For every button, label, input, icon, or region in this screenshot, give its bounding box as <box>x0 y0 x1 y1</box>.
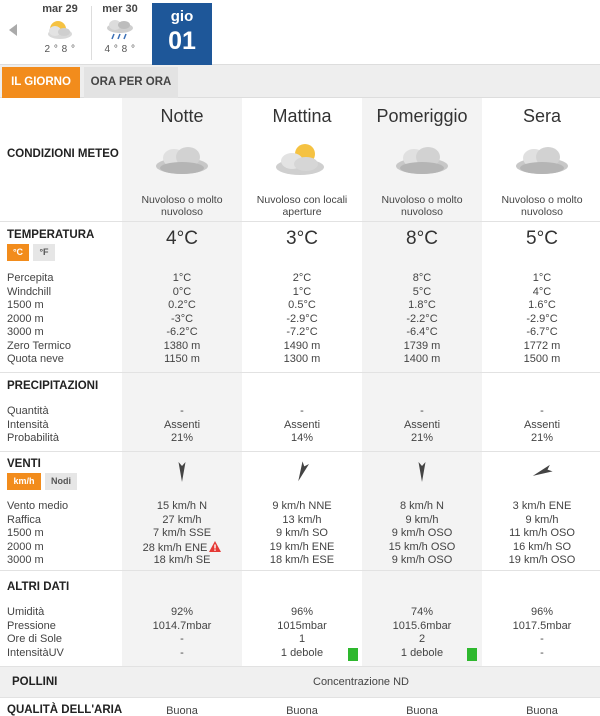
wind-row-label: Vento medio <box>7 500 69 512</box>
tab-ora-per-ora[interactable]: ORA PER ORA <box>84 67 178 98</box>
temperature-row-label: Windchill <box>7 285 52 298</box>
wind-row-value: 8 km/h N <box>399 500 444 512</box>
day-temps: 2 ° 8 ° <box>44 44 76 55</box>
wind-row-value: 15 km/h N <box>156 500 208 512</box>
temperature-row-value: 1380 m <box>163 339 201 352</box>
other-data-row-value: 1 debole <box>400 646 444 659</box>
condition-description <box>242 194 362 218</box>
temperature-row-label: Zero Termico <box>7 339 71 352</box>
desc-line: Nuvoloso con locali <box>256 194 348 206</box>
cloudy-icon <box>392 140 452 180</box>
unit-celsius-button[interactable]: °C <box>7 244 29 261</box>
uv-indicator <box>467 648 477 661</box>
temperature-row-value: 8°C <box>412 272 432 284</box>
temperature-row-value: 1150 m <box>164 353 200 365</box>
air-quality-value: Buona <box>166 705 198 716</box>
air-quality-value: Buona <box>286 705 318 716</box>
other-data-row-value: - <box>540 633 544 645</box>
desc-line: Nuvoloso o molto <box>141 194 223 206</box>
cloudy-icon <box>152 140 212 180</box>
pollen-value: Concentrazione ND <box>313 676 409 688</box>
prev-day-arrow-icon[interactable] <box>9 24 17 36</box>
other-data-row-value: - <box>540 646 544 659</box>
desc-line: aperture <box>282 206 322 218</box>
precipitation-row-value: Assenti <box>163 418 201 431</box>
temperature-row-value: 0°C <box>172 285 192 298</box>
other-data-row-value: 96% <box>530 606 554 618</box>
wind-arrow-ene-icon <box>530 460 554 484</box>
wind-arrow-n-icon <box>170 460 194 484</box>
desc-line: nuvoloso <box>400 206 444 218</box>
condition-description <box>122 194 242 218</box>
section-title-temperature: TEMPERATURA <box>7 229 95 241</box>
period-temperature: 3°C <box>286 228 318 249</box>
wind-row-label: Raffica <box>7 513 42 526</box>
precipitation-row-value: 21% <box>170 432 194 444</box>
wind-row-value: 9 km/h <box>525 513 559 526</box>
temperature-row-label: 2000 m <box>7 312 44 325</box>
period-name: Sera <box>522 106 562 126</box>
precipitation-row-value: 14% <box>290 432 314 444</box>
condition-description <box>362 194 482 218</box>
other-data-row-label: Ore di Sole <box>7 633 63 645</box>
temperature-row-label: 1500 m <box>7 299 44 311</box>
desc-line: Nuvoloso o molto <box>501 194 583 206</box>
pollen-row <box>0 667 600 697</box>
temperature-row-label: 3000 m <box>7 326 44 338</box>
air-quality-value: Buona <box>526 705 558 716</box>
air-quality-value: Buona <box>406 705 438 716</box>
precipitation-row-value: - <box>420 405 424 417</box>
temperature-row-value: 1772 m <box>523 339 561 352</box>
temperature-row-value: -7.2°C <box>286 326 318 338</box>
temperature-row-value: 1500 m <box>523 353 561 365</box>
temperature-row-value: 1°C <box>532 272 552 284</box>
row-divider <box>0 570 600 571</box>
wind-row-value: 3 km/h ENE <box>512 500 572 512</box>
temperature-row-value: -6.4°C <box>406 326 438 338</box>
other-data-row-value: 2 <box>418 633 426 645</box>
row-divider <box>0 451 600 452</box>
other-data-row-value: 1014.7mbar <box>152 619 212 632</box>
wind-arrow-nne-icon <box>290 460 314 484</box>
desc-line: nuvoloso <box>520 206 564 218</box>
other-data-row-label: IntensitàUV <box>7 646 64 659</box>
unit-knots-button[interactable]: Nodi <box>45 473 77 490</box>
temperature-row-value: -2.2°C <box>406 312 438 325</box>
temperature-row-label: Quota neve <box>7 353 64 365</box>
day-temps: 4 ° 8 ° <box>104 44 136 55</box>
temperature-row-value: 1.8°C <box>408 299 436 311</box>
precipitation-row-value: 21% <box>530 432 554 444</box>
temperature-row-value: 1°C <box>172 272 192 284</box>
date-strip <box>0 0 600 65</box>
temperature-row-value: -2.9°C <box>526 312 558 325</box>
precipitation-row-value: - <box>540 405 544 417</box>
other-data-row-label: Umidità <box>7 606 45 618</box>
unit-fahrenheit-button[interactable]: °F <box>33 244 55 261</box>
temperature-row-value: 2°C <box>292 272 312 284</box>
period-temperature: 5°C <box>526 228 558 249</box>
desc-line: Nuvoloso o molto <box>381 194 463 206</box>
wind-row-value: 9 km/h OSO <box>391 527 453 539</box>
day-tab-mar-29[interactable] <box>31 0 89 65</box>
wind-row-value: 9 km/h NNE <box>272 500 332 512</box>
wind-row-label: 3000 m <box>7 554 44 566</box>
section-title-pollen: POLLINI <box>12 676 58 688</box>
other-data-row-value: 1015mbar <box>277 619 327 632</box>
wind-row-value: 11 km/h OSO <box>509 527 575 539</box>
other-data-row-value: 1 debole <box>280 646 324 659</box>
warning-icon <box>209 541 221 552</box>
other-data-row-value: 74% <box>410 606 434 618</box>
temperature-row-value: -6.2°C <box>166 326 198 338</box>
row-divider <box>0 697 600 698</box>
day-tab-mer-30[interactable] <box>91 0 149 65</box>
temperature-row-value: 1300 m <box>283 353 321 365</box>
column-shade <box>362 98 482 667</box>
active-day-number: 01 <box>168 27 196 55</box>
day-name: mer 30 <box>102 3 138 15</box>
tab-il-giorno[interactable]: IL GIORNO <box>2 67 80 98</box>
wind-row-value: 18 km/h ESE <box>269 554 335 566</box>
day-tab-active[interactable] <box>152 3 212 65</box>
temperature-row-value: 4°C <box>532 285 552 298</box>
precipitation-row-label: Probabilità <box>7 432 59 444</box>
view-tabs <box>0 65 600 98</box>
wind-row-value: 9 km/h <box>405 513 439 526</box>
precipitation-row-label: Quantità <box>7 405 49 417</box>
section-title-precipitation: PRECIPITAZIONI <box>7 380 99 392</box>
temperature-row-value: 0.5°C <box>288 299 316 311</box>
wind-row-value: 27 km/h <box>162 513 202 526</box>
day-name: mar 29 <box>42 3 78 15</box>
other-data-row-value: 96% <box>290 606 314 618</box>
cloudy-icon <box>512 140 572 180</box>
other-data-row-value: 1017.5mbar <box>512 619 572 632</box>
row-divider <box>0 221 600 222</box>
other-data-row-value: - <box>180 633 184 645</box>
temperature-row-value: 1490 m <box>283 339 321 352</box>
precipitation-row-value: Assenti <box>523 418 561 431</box>
temperature-row-value: 1.6°C <box>528 299 556 311</box>
wind-row-value: 19 km/h OSO <box>508 554 576 566</box>
period-name: Notte <box>160 106 204 126</box>
precipitation-row-value: - <box>300 405 304 417</box>
temperature-row-value: 1°C <box>292 285 312 298</box>
wind-row-value: 9 km/h OSO <box>391 554 453 566</box>
wind-row-value: 18 km/h SE <box>153 554 211 566</box>
sun-cloud-icon <box>272 140 332 180</box>
uv-indicator <box>348 648 358 661</box>
wind-row-value: 15 km/h OSO <box>388 540 456 553</box>
wind-row-value: 7 km/h SSE <box>152 527 212 539</box>
desc-line: nuvoloso <box>160 206 204 218</box>
other-data-row-value: 92% <box>170 606 194 618</box>
column-shade <box>122 98 242 667</box>
other-data-row-value: 1015.6mbar <box>392 619 452 632</box>
section-title-other: ALTRI DATI <box>7 581 70 593</box>
other-data-row-value: 1 <box>298 633 306 645</box>
precipitation-row-label: Intensità <box>7 418 49 431</box>
precipitation-row-value: Assenti <box>403 418 441 431</box>
precipitation-row-value: Assenti <box>283 418 321 431</box>
section-title-conditions: CONDIZIONI METEO <box>7 148 119 160</box>
section-title-wind: VENTI <box>7 458 41 470</box>
precipitation-row-value: - <box>180 405 184 417</box>
period-temperature: 4°C <box>166 228 198 249</box>
wind-row-value: 16 km/h SO <box>512 540 572 553</box>
temperature-row-value: -3°C <box>170 312 194 325</box>
other-data-row-value: - <box>180 646 184 659</box>
temperature-row-value: -6.7°C <box>526 326 558 338</box>
unit-kmh-button[interactable]: km/h <box>7 473 41 490</box>
wind-row-label: 2000 m <box>7 540 44 553</box>
temperature-row-value: -2.9°C <box>286 312 318 325</box>
period-temperature: 8°C <box>406 228 438 249</box>
section-title-air: QUALITÀ DELL'ARIA <box>7 704 123 716</box>
wind-row-value: 28 km/h ENE <box>122 541 242 554</box>
temperature-row-value: 1739 m <box>403 339 441 352</box>
active-day-name: gio <box>170 8 194 25</box>
wind-row-value: 13 km/h <box>282 513 322 526</box>
other-data-row-label: Pressione <box>7 619 56 632</box>
period-name: Mattina <box>272 106 332 126</box>
wind-row-value: 9 km/h SO <box>276 527 328 539</box>
rain-cloud-icon <box>102 17 138 43</box>
condition-description <box>482 194 600 218</box>
wind-row-value: 19 km/h ENE <box>269 540 335 553</box>
wind-arrow-n-icon <box>410 460 434 484</box>
temperature-row-value: 0.2°C <box>168 299 196 311</box>
sun-cloud-icon <box>42 17 78 43</box>
precipitation-row-value: 21% <box>410 432 434 444</box>
temperature-row-value: 5°C <box>412 285 432 298</box>
temperature-row-label: Percepita <box>7 272 54 284</box>
row-divider <box>0 372 600 373</box>
wind-row-label: 1500 m <box>7 527 44 539</box>
temperature-row-value: 1400 m <box>403 353 441 365</box>
period-name: Pomeriggio <box>376 106 468 126</box>
